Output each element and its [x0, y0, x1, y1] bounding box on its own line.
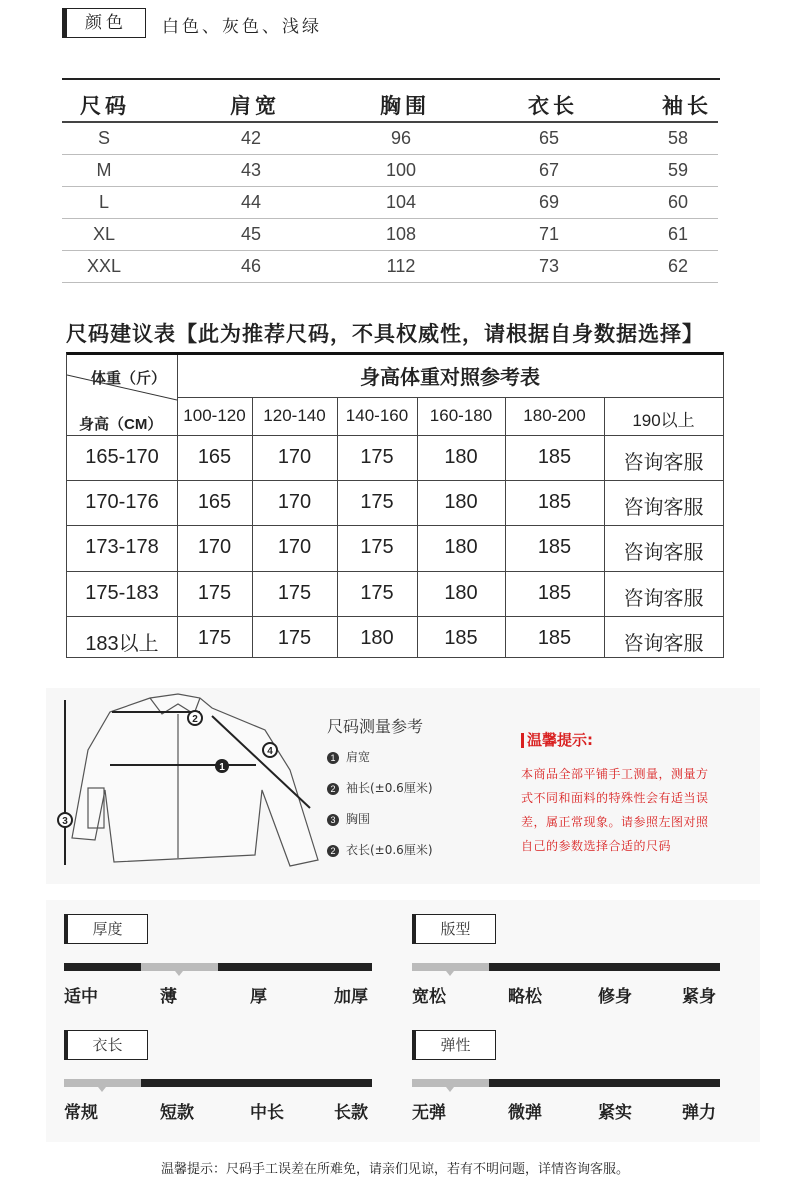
- scale-segment: [566, 963, 643, 971]
- measure-title: 尺码测量参考: [327, 717, 424, 736]
- grid-line: [67, 525, 723, 526]
- weight-range-header: 100-120: [183, 406, 246, 425]
- size-cell: 44: [240, 192, 262, 212]
- size-row: [62, 155, 718, 187]
- recommended-size: 185: [537, 446, 572, 468]
- recommended-size: 175: [197, 626, 232, 649]
- height-range: 173-178: [85, 536, 159, 559]
- color-label: 颜色: [62, 8, 146, 38]
- diagram-number-3: 3: [62, 816, 68, 827]
- size-cell: 60: [667, 192, 689, 212]
- size-cell: 43: [240, 160, 262, 180]
- scale-segment: [218, 963, 295, 971]
- recommended-size: 175: [360, 581, 394, 604]
- recommended-size: 185: [537, 491, 572, 514]
- size-cell: 96: [390, 128, 412, 148]
- recommended-size: 170: [277, 536, 312, 559]
- scale-segment: [294, 1079, 371, 1087]
- scale-segment: [642, 1079, 719, 1087]
- attribute-option: 常规: [64, 1103, 98, 1123]
- attribute-option: 加厚: [334, 987, 368, 1007]
- size-cell: 104: [385, 192, 417, 212]
- recommended-size: 185: [444, 626, 478, 649]
- selection-pointer-icon: [175, 971, 183, 976]
- recommended-size: 175: [360, 446, 394, 468]
- scale-segment: [218, 1079, 295, 1087]
- shirt-diagram: [50, 690, 320, 870]
- attribute-option: 紧实: [598, 1103, 632, 1123]
- diagram-number-4: 4: [267, 746, 273, 757]
- recommended-size: 180: [444, 581, 478, 604]
- tip-line: 差，属正常现象。请参照左图对照: [521, 815, 709, 829]
- attribute-scale: [412, 1079, 719, 1087]
- attribute-option: 紧身: [682, 987, 716, 1007]
- size-row: [62, 219, 718, 251]
- size-cell: 67: [538, 160, 560, 180]
- size-cell: 69: [538, 192, 560, 212]
- recommended-size: 175: [277, 581, 312, 604]
- attribute-option: 薄: [160, 987, 177, 1007]
- size-cell: M: [96, 160, 112, 180]
- attributes-panel: [46, 900, 760, 1142]
- size-header-length: 衣长: [528, 94, 578, 118]
- attribute-label: 弹性: [412, 1030, 496, 1060]
- recommend-table: [66, 352, 724, 658]
- recommended-size: 180: [444, 491, 478, 514]
- diagram-number-2: 2: [192, 714, 198, 725]
- attribute-option: 短款: [160, 1103, 194, 1123]
- size-cell: 65: [538, 128, 560, 148]
- scale-segment: [489, 963, 566, 971]
- recommended-size: 咨询客服: [623, 587, 704, 610]
- measure-item-label: 胸围: [346, 812, 371, 826]
- measure-item-label: 衣长(±0.6厘米): [346, 843, 433, 857]
- size-header-shoulder: 肩宽: [230, 94, 280, 118]
- recommended-size: 185: [537, 536, 572, 559]
- attribute-option: 修身: [598, 987, 632, 1007]
- weight-range-header: 140-160: [345, 406, 409, 425]
- grid-line: [337, 397, 338, 658]
- recommended-size: 175: [197, 581, 232, 604]
- attribute-option: 宽松: [412, 987, 446, 1007]
- number-icon: 3: [327, 814, 339, 826]
- number-icon: 2: [327, 845, 339, 857]
- attribute-option: 长款: [334, 1103, 368, 1123]
- size-cell: 46: [240, 256, 262, 276]
- height-range: 175-183: [85, 581, 159, 604]
- measure-item: [327, 779, 433, 796]
- reference-table-title: 身高体重对照参考表: [360, 365, 540, 389]
- scale-segment: [141, 1079, 218, 1087]
- scale-segment-selected: [141, 963, 218, 971]
- height-label: 身高（CM）: [79, 416, 163, 433]
- attribute-option: 厚: [250, 987, 267, 1007]
- scale-segment: [489, 1079, 566, 1087]
- tip-line: 本商品全部平铺手工测量，测量方: [521, 767, 709, 781]
- attribute-option: 无弹: [412, 1103, 446, 1123]
- size-row: [62, 187, 718, 219]
- size-cell: XXL: [86, 256, 122, 276]
- attribute-option: 略松: [508, 987, 542, 1007]
- attribute-option: 微弹: [508, 1103, 542, 1123]
- recommended-size: 175: [277, 626, 312, 649]
- size-cell: 59: [667, 160, 689, 180]
- attribute-scale: [64, 1079, 371, 1087]
- size-row: [62, 123, 718, 155]
- measure-item-label: 袖长(±0.6厘米): [346, 781, 433, 795]
- weight-range-header: 160-180: [429, 406, 493, 425]
- grid-line: [67, 616, 723, 617]
- selection-pointer-icon: [446, 971, 454, 976]
- size-header-chest: 胸围: [380, 94, 430, 118]
- recommended-size: 165: [197, 491, 232, 514]
- size-cell: 45: [240, 224, 262, 244]
- height-range: 165-170: [85, 446, 159, 468]
- size-cell: 112: [386, 256, 416, 276]
- size-cell: 58: [667, 128, 689, 148]
- attribute-label: 版型: [412, 914, 496, 944]
- grid-line: [505, 397, 506, 658]
- size-cell: 71: [538, 224, 560, 244]
- size-cell: 100: [385, 160, 417, 180]
- scale-segment-selected: [64, 1079, 141, 1087]
- size-cell: S: [97, 128, 110, 148]
- scale-segment-selected: [412, 1079, 489, 1087]
- size-cell: 42: [240, 128, 262, 148]
- weight-range-header: 190以上: [632, 411, 695, 430]
- scale-segment-selected: [412, 963, 489, 971]
- measure-item-label: 肩宽: [346, 750, 371, 764]
- size-cell: 61: [667, 224, 689, 244]
- scale-segment: [64, 963, 141, 971]
- recommended-size: 180: [360, 626, 394, 649]
- weight-label: 体重（斤）: [91, 370, 167, 387]
- attribute-option: 适中: [64, 987, 98, 1007]
- recommended-size: 170: [277, 491, 312, 514]
- footer-note: 温馨提示：尺码手工误差在所难免，请亲们见谅，若有不明问题，详情咨询客服。: [160, 1162, 629, 1177]
- grid-line: [177, 397, 723, 398]
- attribute-option: 弹力: [682, 1103, 716, 1123]
- grid-line: [67, 435, 723, 436]
- scale-segment: [294, 963, 371, 971]
- color-values: 白色、灰色、浅绿: [162, 17, 322, 37]
- recommended-size: 170: [277, 446, 312, 468]
- attribute-label: 厚度: [64, 914, 148, 944]
- measure-item: [327, 748, 370, 765]
- grid-line: [604, 397, 605, 658]
- recommended-size: 175: [360, 491, 394, 514]
- number-icon: 1: [327, 752, 339, 764]
- height-range: 183以上: [85, 632, 159, 655]
- tip-line: 自己的参数选择合适的尺码: [521, 839, 672, 853]
- grid-line: [67, 571, 723, 572]
- grid-line: [417, 397, 418, 658]
- tip-line: 式不同和面料的特殊性会有适当误: [521, 791, 709, 805]
- attribute-scale: [412, 963, 719, 971]
- attribute-option: 中长: [250, 1103, 284, 1123]
- measure-item: [327, 810, 370, 827]
- grid-line: [67, 480, 723, 481]
- scale-segment: [566, 1079, 643, 1087]
- size-cell: 108: [385, 224, 417, 244]
- diagram-number-1: 1: [219, 762, 225, 773]
- selection-pointer-icon: [98, 1087, 106, 1092]
- height-range: 170-176: [85, 491, 159, 514]
- recommended-size: 185: [537, 581, 572, 604]
- size-cell: XL: [92, 224, 116, 244]
- scale-segment: [642, 963, 719, 971]
- measure-item: [327, 841, 433, 858]
- grid-line: [252, 397, 253, 658]
- size-header-size: 尺码: [80, 94, 130, 118]
- recommended-size: 180: [444, 536, 478, 559]
- recommended-size: 咨询客服: [623, 542, 704, 565]
- size-header-sleeve: 袖长: [662, 94, 712, 118]
- size-cell: L: [98, 192, 109, 212]
- tips-title: 温馨提示:: [521, 733, 593, 748]
- weight-range-header: 180-200: [523, 406, 586, 425]
- recommended-size: 咨询客服: [623, 452, 704, 474]
- size-row: [62, 251, 718, 283]
- recommended-size: 175: [360, 536, 394, 559]
- recommended-size: 180: [444, 446, 478, 468]
- attribute-label: 衣长: [64, 1030, 148, 1060]
- recommended-size: 咨询客服: [623, 497, 704, 520]
- selection-pointer-icon: [446, 1087, 454, 1092]
- size-cell: 62: [667, 256, 689, 276]
- size-cell: 73: [538, 256, 560, 276]
- recommended-size: 165: [197, 446, 232, 468]
- recommended-size: 170: [197, 536, 232, 559]
- recommend-title: 尺码建议表【此为推荐尺码，不具权威性，请根据自身数据选择】: [66, 322, 704, 346]
- recommended-size: 185: [537, 626, 572, 649]
- size-table-top-rule: [62, 78, 720, 80]
- recommended-size: 咨询客服: [623, 632, 704, 655]
- number-icon: 2: [327, 783, 339, 795]
- attribute-scale: [64, 963, 371, 971]
- weight-range-header: 120-140: [263, 406, 326, 425]
